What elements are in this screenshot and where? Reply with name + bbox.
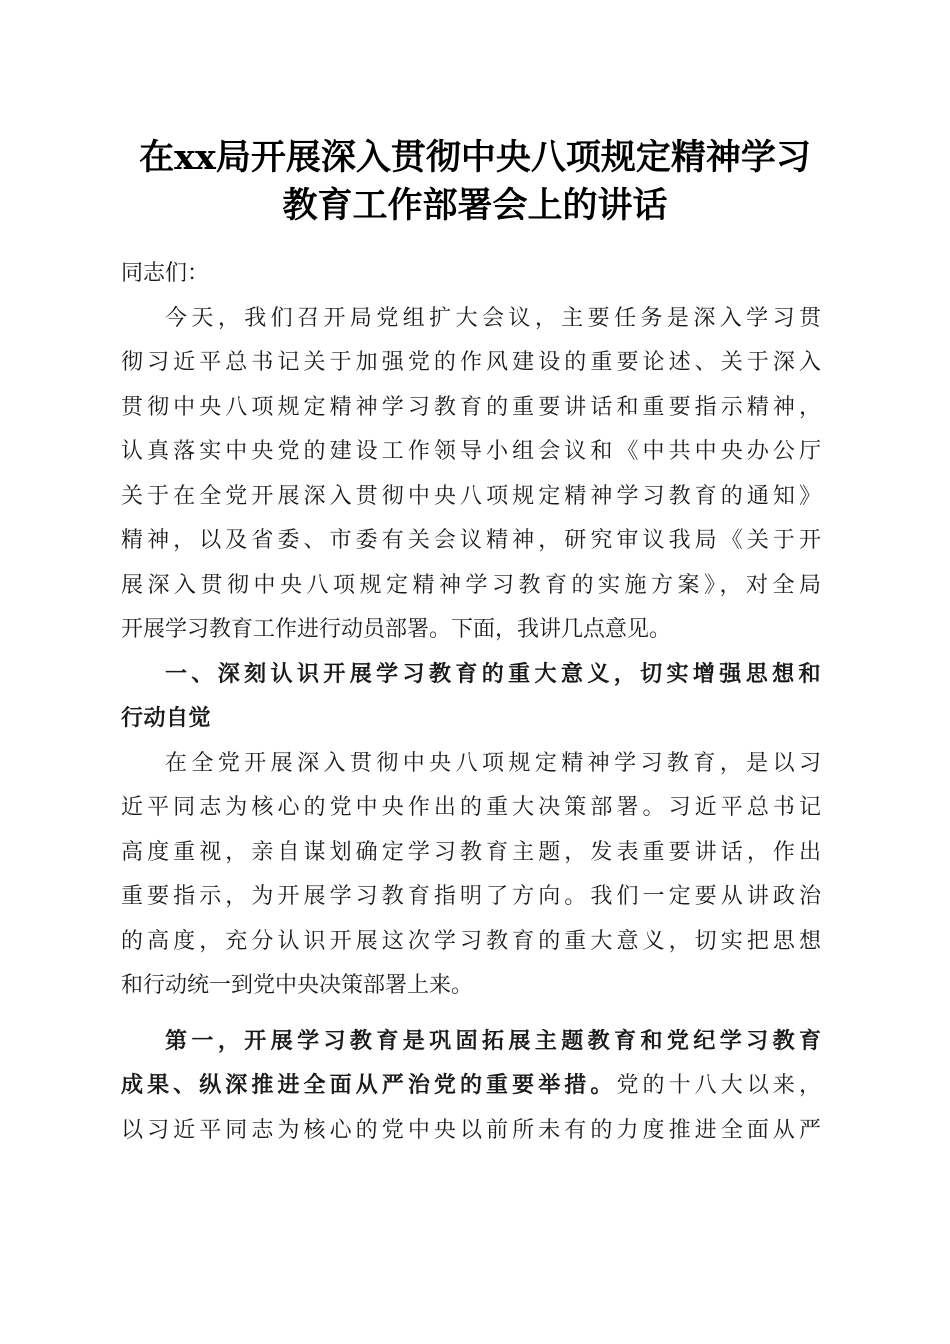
section-1-line: 近平同志为核心的党中央作出的重大决策部署。习近平总书记 [121,795,821,820]
intro-line: 彻习近平总书记关于加强党的作风建设的重要论述、关于深入 [121,350,821,375]
paragraph-gap [121,1009,821,1019]
point-1-line: 以习近平同志为核心的党中央以前所未有的力度推进全面从严 [121,1117,821,1143]
section-1-paragraph [121,742,821,1009]
salutation: 同志们： [121,261,210,286]
point-1-line-mixed [121,1063,821,1109]
section-1-line: 的高度，充分认识开展这次学习教育的重大意义，切实把思想 [121,928,821,954]
intro-line: 贯彻中央八项规定精神学习教育的重要讲话和重要指示精神， [121,394,821,420]
document-body [121,252,821,1153]
document-title [100,134,850,230]
point-1-line: 第一，开展学习教育是巩固拓展主题教育和党纪学习教育 [165,1027,821,1054]
point-1-normal-part: 党的十八大以来， [616,1073,821,1098]
intro-line: 关于在全党开展深入贯彻中央八项规定精神学习教育的通知》 [121,483,821,509]
section-1-line: 重要指示，为开展学习教育指明了方向。我们一定要从讲政治 [121,884,821,909]
section-1-line: 和行动统一到党中央决策部署上来。 [121,973,474,998]
intro-paragraph [121,297,821,653]
intro-line: 精神，以及省委、市委有关会议精神，研究审议我局《关于开 [121,528,821,553]
section-1-line: 高度重视，亲自谋划确定学习教育主题，发表重要讲话，作出 [121,839,821,865]
section-1-line: 在全党开展深入贯彻中央八项规定精神学习教育，是以习 [165,750,821,776]
intro-line: 认真落实中央党的建设工作领导小组会议和《中共中央办公厅 [121,439,821,464]
intro-line: 展深入贯彻中央八项规定精神学习教育的实施方案》，对全局 [121,572,821,598]
intro-line: 今天，我们召开局党组扩大会议，主要任务是深入学习贯 [165,305,821,331]
intro-line: 开展学习教育工作进行动员部署。下面，我讲几点意见。 [121,617,672,642]
title-line-2: 教育工作部署会上的讲话 [282,185,668,226]
section-1-heading-line: 行动自觉 [121,706,212,731]
title-line-1: 在xx局开展深入贯彻中央八项规定精神学习 [139,137,811,178]
section-1-heading-line: 一、深刻认识开展学习教育的重大意义，切实增强思想和 [165,661,821,687]
point-1-paragraph [121,1019,821,1154]
point-1-bold-part: 成果、纵深推进全面从严治党的重要举措。 [121,1072,617,1098]
section-1-heading [121,653,821,742]
